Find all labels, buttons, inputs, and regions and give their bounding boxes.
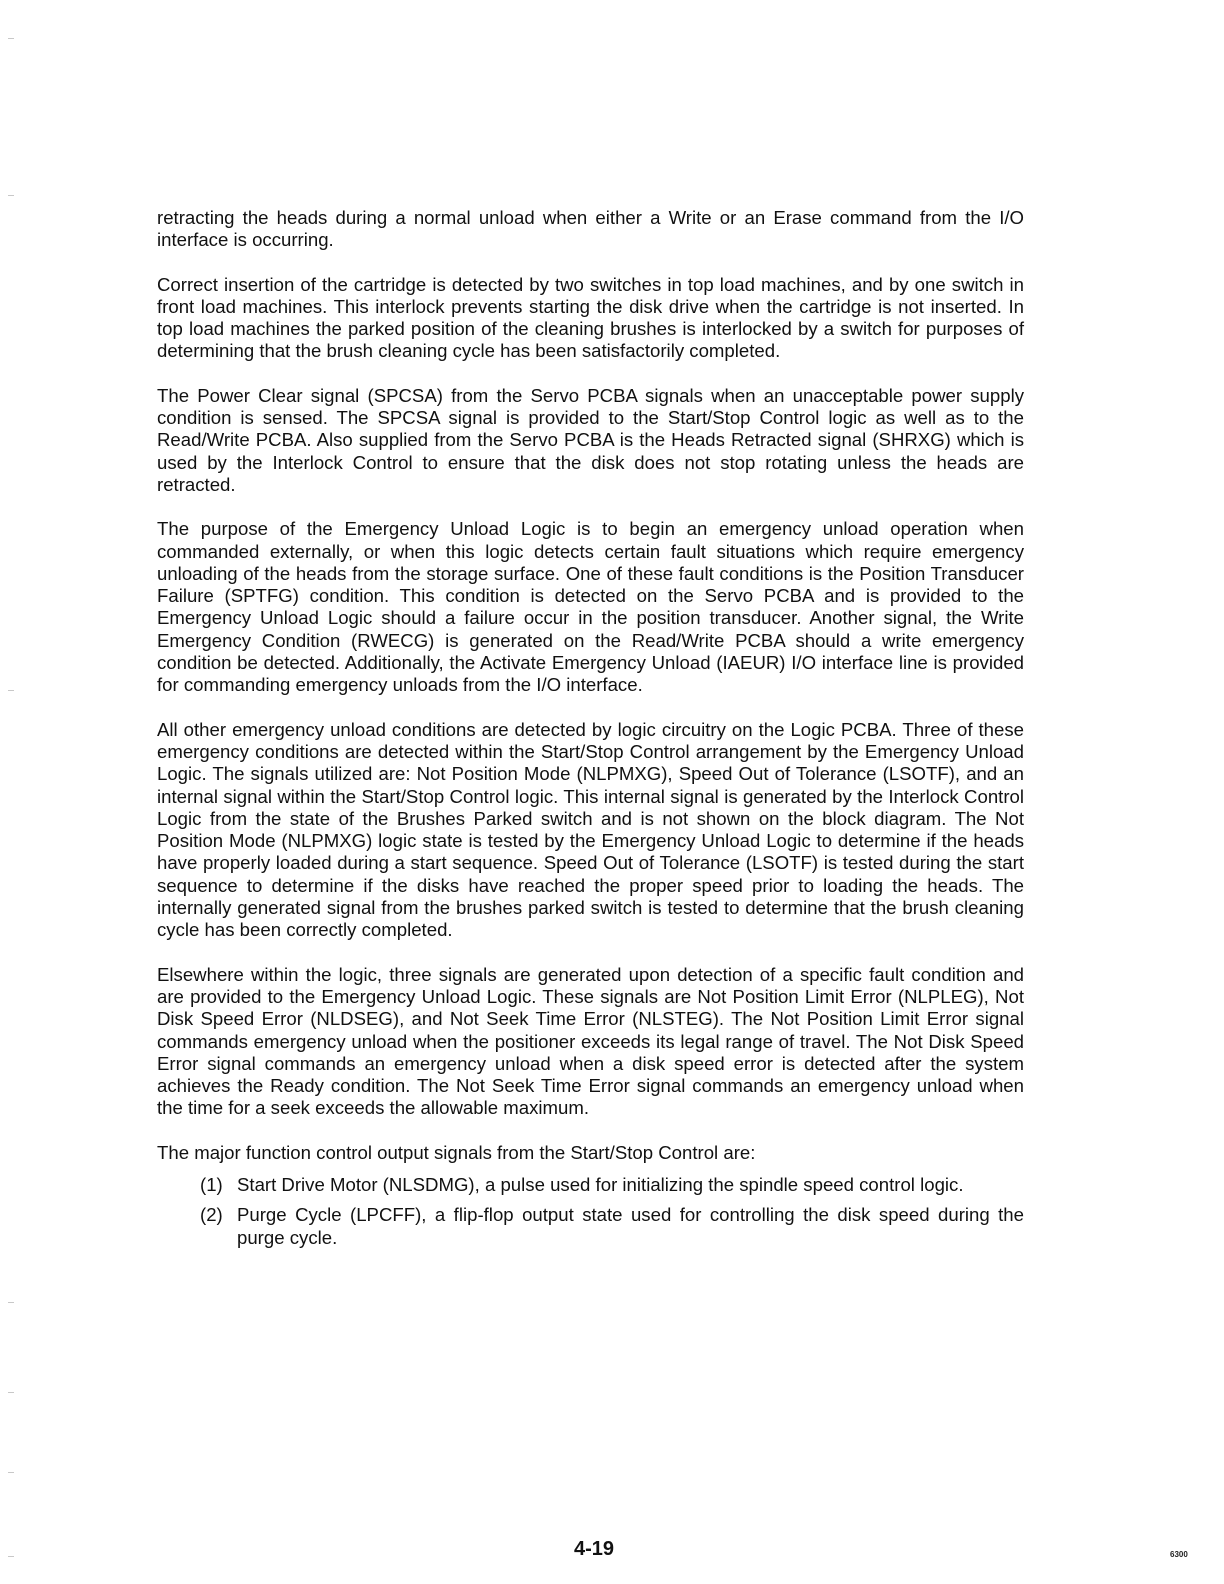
- paragraph-heads-retract: retracting the heads during a normal unload when either a Write or an Erase command from the I/O interface is occurring.: [157, 207, 1024, 251]
- page-number: 4-19: [574, 1538, 615, 1560]
- scan-mark: [8, 1392, 14, 1393]
- paragraph-fault-signals: Elsewhere within the logic, three signals are generated upon detection of a specific fault condition and are provided to the Emergency Unload Logic. These signals are Not Position Limit Error (NLPLEG), Not Disk Speed Error (NLDSEG), and Not Seek Time Error (NLSTEG). The Not Position Limit Error signal commands emergency unload when the positioner exceeds its legal range of travel. The Not Disk Speed Error signal commands an emergency unload when a disk speed error is detected after the system achieves the Ready condition. The Not Seek Time Error signal commands an emergency unload when the time for a seek exceeds the allowable maximum.: [157, 963, 1024, 1119]
- list-item-text: Start Drive Motor (NLSDMG), a pulse used for initializing the spindle speed control logic.: [237, 1173, 964, 1195]
- scan-mark: [8, 1472, 14, 1473]
- paragraph-power-clear: The Power Clear signal (SPCSA) from the Servo PCBA signals when an unacceptable power supply condition is sensed. The SPCSA signal is provided to the Start/Stop Control logic as well as to the Read/Write PCBA. Also supplied from the Servo PCBA is the Heads Retracted signal (SHRXG) which is used by the Interlock Control to ensure that the disk does not stop rotating unless the heads are retracted.: [157, 384, 1024, 495]
- paragraph-output-signals-intro: The major function control output signals from the Start/Stop Control are:: [157, 1141, 756, 1163]
- left-margin-scan-marks: [0, 0, 30, 1584]
- paragraph-emergency-unload-purpose: The purpose of the Emergency Unload Logic is to begin an emergency unload operation when commanded externally, or when this logic detects certain fault situations which require emergency unloading of the heads from the storage surface. One of these fault conditions is the Position Transducer Failure (SPTFG) condition. This condition is detected on the Servo PCBA and is provided to the Emergency Unload Logic should a failure occur in the position transducer. Another signal, the Write Emergency Condition (RWECG) is generated on the Read/Write PCBA should a write emergency condition be detected. Additionally, the Activate Emergency Unload (IAEUR) I/O interface line is provided for commanding emergency unloads from the I/O interface.: [157, 518, 1024, 696]
- paragraph-other-emergency-conditions: All other emergency unload conditions are detected by logic circuitry on the Logic PCBA. Three of these emergency conditions are detected within the Start/Stop Control arrangement by the Emergency Unload Logic. The signals utilized are: Not Position Mode (NLPMXG), Speed Out of Tolerance (LSOTF), and an internal signal within the Start/Stop Control logic. This internal signal is generated by the Interlock Control Logic from the state of the Brushes Parked switch and is not shown on the block diagram. The Not Position Mode (NLPMXG) logic state is tested by the Emergency Unload Logic to determine if the heads have properly loaded during a start sequence. Speed Out of Tolerance (LSOTF) is tested during the start sequence to determine if the disks have reached the proper speed prior to loading the heads. The internally generated signal from the brushes parked switch is tested to determine that the brush cleaning cycle has been correctly completed.: [157, 718, 1024, 941]
- list-item-number: (1): [200, 1173, 223, 1195]
- output-signals-list: [157, 1174, 1024, 1249]
- scan-mark: [8, 1556, 14, 1557]
- list-item: [157, 1204, 1024, 1249]
- scan-mark: [8, 1302, 14, 1303]
- paragraph-cartridge-insertion: Correct insertion of the cartridge is detected by two switches in top load machines, and by one switch in front load machines. This interlock prevents starting the disk drive when the cartridge is not inserted. In top load machines the parked position of the cleaning brushes is interlocked by a switch for purposes of determining that the brush cleaning cycle has been satisfactorily completed.: [157, 273, 1024, 362]
- scan-mark: [8, 195, 14, 196]
- body-text: [157, 207, 1024, 1257]
- scan-mark: [8, 38, 14, 39]
- document-code: 6300: [1170, 1550, 1188, 1559]
- list-item-number: (2): [200, 1204, 223, 1226]
- list-item: [157, 1174, 1024, 1196]
- list-item-text: Purge Cycle (LPCFF), a flip-flop output state used for controlling the disk speed during the purge cycle.: [237, 1204, 1024, 1248]
- scan-mark: [8, 690, 14, 691]
